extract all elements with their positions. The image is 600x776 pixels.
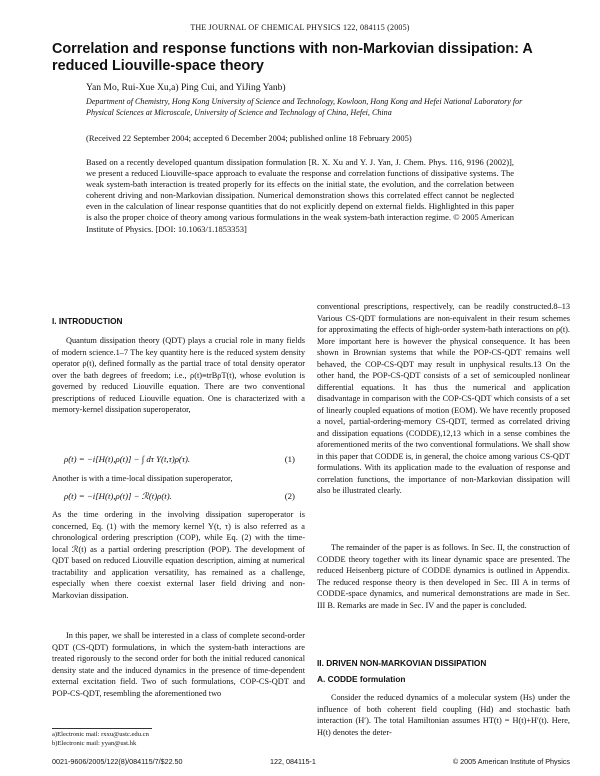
paper-title: Correlation and response functions with non-Markovian dissipation: A reduced Liouville-space theory [52, 41, 533, 74]
paragraph: The remainder of the paper is as follows. In Sec. II, the construction of CODDE theory together with its linear dynamic space are presented. The reduced Heisenberg picture of CODDE dynamics is outlined in Appendix. The reduced response theory is then developed in Sec. III A in terms of CODDE-space dynamics, and numerical demonstrations are made in Sec. III B. Remarks are made in Sec. IV and the paper is concluded. [317, 543, 570, 610]
footer-issn: 0021-9606/2005/122(8)/084115/7/$22.50 [52, 757, 183, 766]
footer-copyright: © 2005 American Institute of Physics [452, 757, 570, 766]
paragraph: Consider the reduced dynamics of a molecular system (Hs) under the influence of both coherent field coupling (Hd) and stochastic bath interaction (H′). The total Hamiltonian assumes HT(t) = H(t)+H′(t). Here, H(t) denotes the deter- [317, 693, 570, 737]
equation-number: (1) [284, 454, 295, 464]
paragraph: In this paper, we shall be interested in a class of complete second-order QDT (CS-QDT) formulations, in which the system-bath interactions are treated rigorously to the second order for both the initial reduced canonical density state and the induced dynamics in the presence of time-dependent external excitation field. Two of such formulations, COP-CS-QDT and POP-CS-QDT, resembling the aforementioned two [52, 631, 305, 698]
footnote-a: a)Electronic mail: rxxu@ustc.edu.cn [52, 731, 149, 738]
footnote-rule [52, 728, 152, 729]
received-dates: (Received 22 September 2004; accepted 6 December 2004; published online 18 February 2005) [86, 133, 412, 143]
section-heading-introduction: I. INTRODUCTION [52, 316, 123, 326]
paragraph: Another is with a time-local dissipation superoperator, [52, 474, 233, 483]
equation-body: ρ̇(t) = −i[H(t),ρ(t)] − ℛ(t)ρ(t). [64, 491, 172, 501]
footnote-b: b)Electronic mail: yyan@ust.hk [52, 740, 137, 747]
author-list: Yan Mo, Rui-Xue Xu,a) Ping Cui, and YiJing Yanb) [86, 82, 286, 93]
section-heading-driven: II. DRIVEN NON-MARKOVIAN DISSIPATION [317, 658, 487, 668]
equation-body: ρ̇(t) = −i[H(t),ρ(t)] − ∫ dτ Υ(t,τ)ρ(τ). [64, 454, 191, 464]
abstract: Based on a recently developed quantum dissipation formulation [R. X. Xu and Y. J. Yan, J. Chem. Phys. 116, 9196 (2002)], we present a reduced Liouville-space approach to evaluate the response and correlation functions of dissipative systems. The weak system-bath interaction is treated properly for its effects on the initial state, the evolution, and the correlation between coherent driving and non-Markovian dissipation. Numerical demonstration shows this correlated effect cannot be neglected even in the calculation of linear response quantities that do not explicitly depend on external fields. Highlighted in this paper is also the proper choice of theory among various formulations in the weak system-bath interaction regime. © 2005 American Institute of Physics. [DOI: 10.1063/1.1853353] [86, 157, 514, 234]
paragraph: Quantum dissipation theory (QDT) plays a crucial role in many fields of modern science.1–7 The key quantity here is the reduced system density operator ρ(t), defined formally as the partial trace of total density operator over the bath degrees of freedom; i.e., ρ(t)≡trBρT(t), whose evolution is governed by reduced Liouville equation. There are two conventional prescriptions of reduced Liouville equation. One is characterized with a memory-kernel dissipation superoperator, [52, 336, 305, 414]
journal-header: THE JOURNAL OF CHEMICAL PHYSICS 122, 084115 (2005) [190, 23, 410, 32]
footer-page: 122, 084115-1 [270, 757, 316, 766]
affiliation: Department of Chemistry, Hong Kong University of Science and Technology, Kowloon, Hong Kong and Hefei National Laboratory for Physical Sciences at Microscale, University of Science and Technology of China, Hefei, China [86, 97, 523, 117]
subsection-heading-codde: A. CODDE formulation [317, 674, 406, 684]
paragraph: As the time ordering in the involving dissipation superoperator is concerned, Eq. (1) with the memory kernel Υ(t, τ) is also referred as a chronological ordering prescription (COP), while Eq. (2) with the time-local ℛ(t) as a partial ordering prescription (POP). The development of QDT based on reduced Liouville equation description, aiming at numerical tractability and application versatility, has remained as a challenge, especially when there coexist external laser field driving and non-Markovian dissipation. [52, 510, 305, 600]
paragraph: conventional prescriptions, respectively, can be readily constructed.8–13 Various CS-QDT formulations are non-equivalent in their resum schemes for approximating the effects of high-order system-bath interactions on ρ(t). More important here is however the physical consequence. It has been shown in Brownian systems that while the POP-CS-QDT remains well behaved, the COP-CS-QDT may result in unphysical results.13 On the other hand, the POP-CS-QDT consists of a set of semicoupled nonlinear differential equations. It has thus the numerical and application disadvantage in comparison with the COP-CS-QDT which consists of a set of linearly coupled equations of motion (EOM). We have recently proposed a novel, partial-ordering-memory CS-QDT, termed as correlated driving and dissipation equations (CODDE),12,13 which in a sense combines the aforementioned merits of the two conventional formulations. We shall show in this paper that CODDE is, in general, the choice among various CS-QDT formulations. With its application made to the evaluation of response and correlation functions, the importance of non-Markovian dissipation will also be illustrated clearly. [317, 302, 570, 495]
equation-number: (2) [284, 491, 295, 501]
